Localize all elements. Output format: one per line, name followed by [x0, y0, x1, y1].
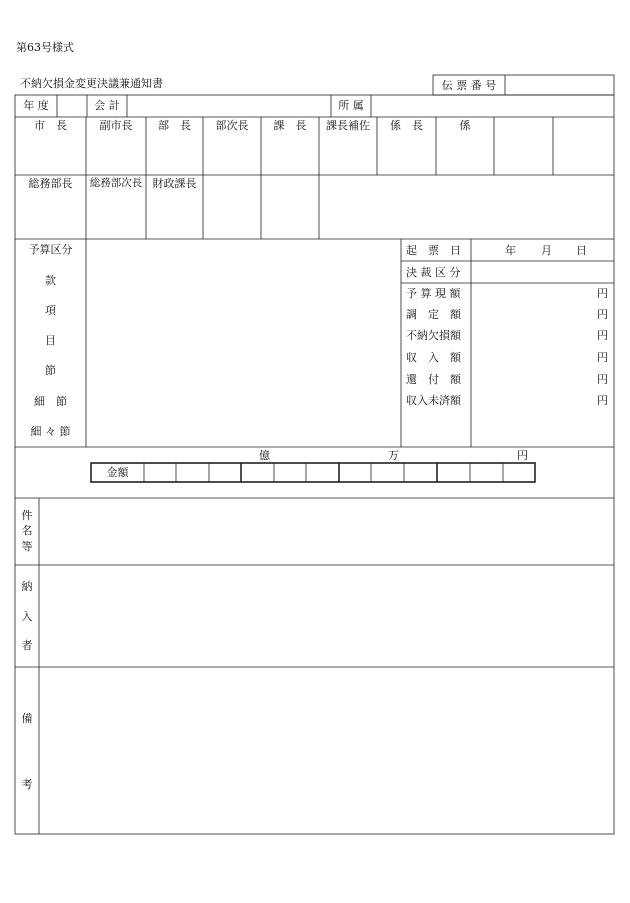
- payer-label-1: 納: [21, 580, 33, 593]
- date-year-unit: 年: [505, 244, 516, 257]
- remarks-label-2: 考: [21, 778, 33, 791]
- approver-subsection-chief: 係 長: [390, 119, 423, 132]
- issue-date-label: 起 票 日: [406, 244, 461, 257]
- amount-label: 金額: [106, 466, 129, 479]
- amount-man-unit: 万: [388, 449, 399, 462]
- slip-number-field[interactable]: [506, 76, 613, 94]
- assessed-amount-label: 調 定 額: [406, 308, 461, 321]
- budget-amount-label: 予 算 現 額: [406, 287, 461, 300]
- approver-staff: 係: [459, 119, 471, 132]
- receipt-amount-label: 収 入 額: [406, 351, 461, 364]
- decision-class-label: 決 裁 区 分: [406, 266, 461, 279]
- yen-unit-assessed: 円: [597, 308, 608, 321]
- yen-unit-refund: 円: [597, 373, 608, 386]
- amount-en-unit: 円: [517, 449, 528, 462]
- subject-field[interactable]: [40, 499, 613, 564]
- affiliation-label: 所 属: [338, 99, 364, 112]
- document-title: 不納欠損金変更決議兼通知書: [20, 77, 163, 90]
- form-number: 第63号様式: [16, 41, 74, 54]
- approver-general-affairs-deputy: 総務部次長: [89, 177, 143, 189]
- payer-label-2: 入: [21, 610, 33, 623]
- budget-class-label: 予算区分: [28, 243, 73, 256]
- approver-general-affairs-director: 総務部長: [28, 177, 73, 190]
- saisaisetsu-label: 細 々 節: [30, 425, 71, 438]
- approver-deputy-mayor: 副市長: [99, 119, 133, 132]
- account-field[interactable]: [128, 96, 330, 116]
- yen-unit-budget: 円: [597, 287, 608, 300]
- amount-digit-fields[interactable]: [145, 464, 534, 481]
- remarks-label-1: 備: [21, 712, 33, 725]
- decision-class-field[interactable]: [472, 262, 613, 282]
- kan-label: 款: [45, 274, 56, 287]
- payer-label-3: 者: [21, 639, 33, 652]
- amount-oku-unit: 億: [259, 449, 270, 462]
- approver-section-chief: 課 長: [273, 119, 307, 132]
- approver-deputy-director: 部次長: [215, 119, 249, 132]
- setsu-label: 節: [45, 364, 56, 377]
- subject-label-3: 等: [21, 540, 33, 553]
- moku-label: 目: [45, 334, 56, 347]
- approver-mayor: 市 長: [34, 119, 67, 132]
- date-month-unit: 月: [541, 244, 552, 257]
- slip-number-label: 伝 票 番 号: [441, 79, 497, 92]
- kou-label: 項: [45, 304, 56, 317]
- unpaid-amount-label: 収入未済額: [406, 394, 461, 407]
- deficit-amount-label: 不納欠損額: [406, 329, 461, 342]
- affiliation-field[interactable]: [372, 96, 613, 116]
- year-field[interactable]: [58, 96, 86, 116]
- approver-finance-chief: 財政課長: [152, 177, 197, 190]
- subject-label-1: 件: [21, 509, 33, 522]
- budget-class-field[interactable]: [87, 240, 400, 446]
- yen-unit-deficit: 円: [597, 329, 608, 342]
- account-label: 会 計: [94, 99, 120, 112]
- remarks-field[interactable]: [40, 668, 613, 833]
- year-label: 年 度: [23, 99, 49, 112]
- payer-field[interactable]: [40, 566, 613, 666]
- saisetsu-label: 細 節: [34, 395, 67, 408]
- yen-unit-unpaid: 円: [597, 394, 608, 407]
- approver-assistant-chief: 課長補佐: [326, 119, 370, 132]
- subject-label-2: 名: [21, 524, 33, 537]
- yen-unit-receipt: 円: [597, 351, 608, 364]
- date-day-unit: 日: [576, 244, 587, 257]
- approver-director: 部 長: [158, 119, 191, 132]
- refund-amount-label: 還 付 額: [406, 373, 461, 386]
